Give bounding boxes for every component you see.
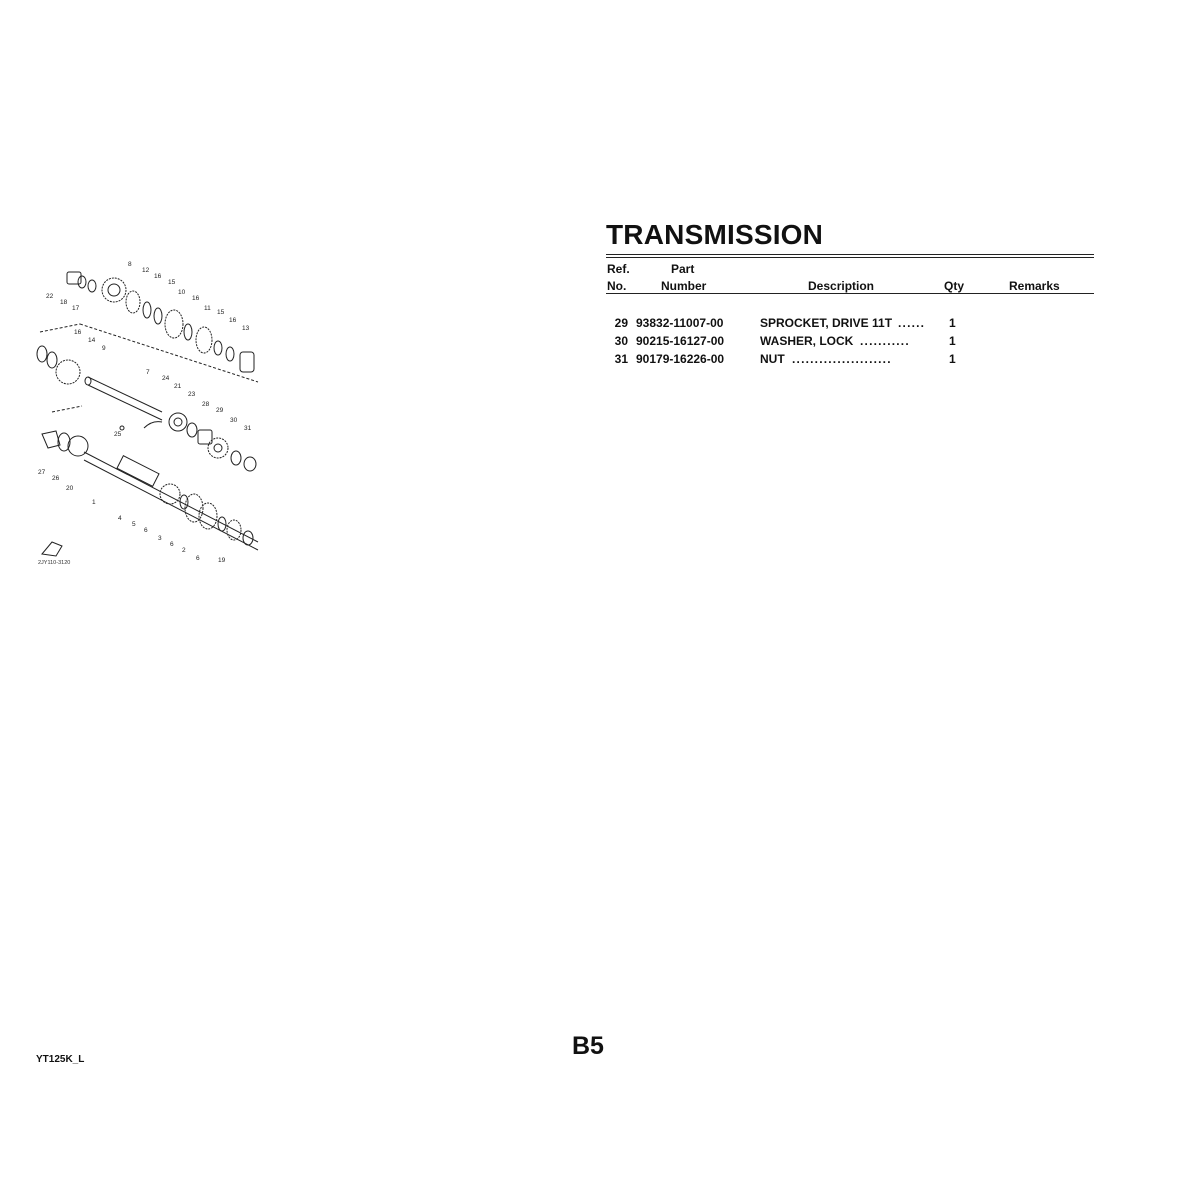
header-rule	[606, 293, 1094, 294]
svg-text:31: 31	[244, 425, 252, 432]
svg-text:15: 15	[217, 309, 225, 316]
quantity: 1	[949, 316, 956, 330]
title-rule-bottom	[606, 257, 1094, 258]
svg-text:27: 27	[38, 469, 46, 476]
ref-number: 30	[614, 334, 628, 348]
header-ref-bottom: No.	[607, 279, 627, 293]
svg-text:19: 19	[218, 557, 226, 564]
svg-text:12: 12	[142, 267, 150, 274]
svg-text:30: 30	[230, 417, 238, 424]
svg-text:17: 17	[72, 305, 80, 312]
exploded-parts-diagram	[22, 252, 282, 572]
transmission-illustration	[22, 252, 282, 572]
header-part-top: Part	[671, 262, 695, 276]
leader-dots: ......................	[792, 352, 892, 366]
svg-text:11: 11	[204, 305, 211, 312]
svg-text:26: 26	[52, 475, 60, 482]
svg-text:20: 20	[66, 485, 74, 492]
svg-text:7: 7	[146, 369, 150, 376]
svg-text:18: 18	[60, 299, 68, 306]
title-rule-top	[606, 254, 1094, 255]
svg-text:6: 6	[196, 555, 200, 562]
ref-number: 29	[614, 316, 628, 330]
header-description: Description	[808, 279, 875, 293]
leader-dots: ......	[898, 316, 926, 330]
part-number: 90179-16226-00	[636, 352, 725, 366]
svg-text:16: 16	[154, 273, 162, 280]
table-row	[606, 316, 1094, 332]
part-description: SPROCKET, DRIVE 11T	[760, 316, 893, 330]
header-ref-top: Ref.	[607, 262, 630, 276]
part-number: 93832-11007-00	[636, 316, 724, 330]
svg-text:9: 9	[102, 345, 106, 352]
svg-text:16: 16	[229, 317, 237, 324]
svg-text:25: 25	[114, 431, 122, 438]
svg-text:23: 23	[188, 391, 196, 398]
svg-text:8: 8	[128, 261, 132, 268]
ref-number: 31	[614, 352, 628, 366]
svg-text:14: 14	[88, 337, 96, 344]
svg-text:5: 5	[132, 521, 136, 528]
svg-text:3: 3	[158, 535, 162, 542]
page-number: B5	[572, 1032, 604, 1060]
svg-text:29: 29	[216, 407, 224, 414]
svg-text:6: 6	[170, 541, 174, 548]
svg-text:13: 13	[242, 325, 250, 332]
svg-text:24: 24	[162, 375, 170, 382]
header-part-bottom: Number	[661, 279, 707, 293]
svg-text:16: 16	[74, 329, 82, 336]
header-qty: Qty	[944, 279, 965, 293]
svg-text:15: 15	[168, 279, 176, 286]
svg-text:2JY110-3120: 2JY110-3120	[38, 560, 71, 566]
svg-text:22: 22	[46, 293, 54, 300]
svg-text:4: 4	[118, 515, 122, 522]
model-code: YT125K_L	[36, 1054, 85, 1065]
part-description: NUT	[760, 352, 785, 366]
svg-text:28: 28	[202, 401, 210, 408]
svg-text:16: 16	[192, 295, 200, 302]
quantity: 1	[949, 352, 956, 366]
table-row	[606, 352, 1094, 368]
part-description: WASHER, LOCK	[760, 334, 854, 348]
quantity: 1	[949, 334, 956, 348]
svg-text:10: 10	[178, 289, 186, 296]
leader-dots: ...........	[860, 334, 910, 348]
header-remarks: Remarks	[1009, 279, 1060, 293]
part-number: 90215-16127-00	[636, 334, 725, 348]
page-title: TRANSMISSION	[606, 219, 824, 250]
svg-text:6: 6	[144, 527, 148, 534]
svg-text:1: 1	[92, 499, 96, 506]
svg-text:21: 21	[174, 383, 182, 390]
svg-text:2: 2	[182, 547, 186, 554]
table-row	[606, 334, 1094, 350]
